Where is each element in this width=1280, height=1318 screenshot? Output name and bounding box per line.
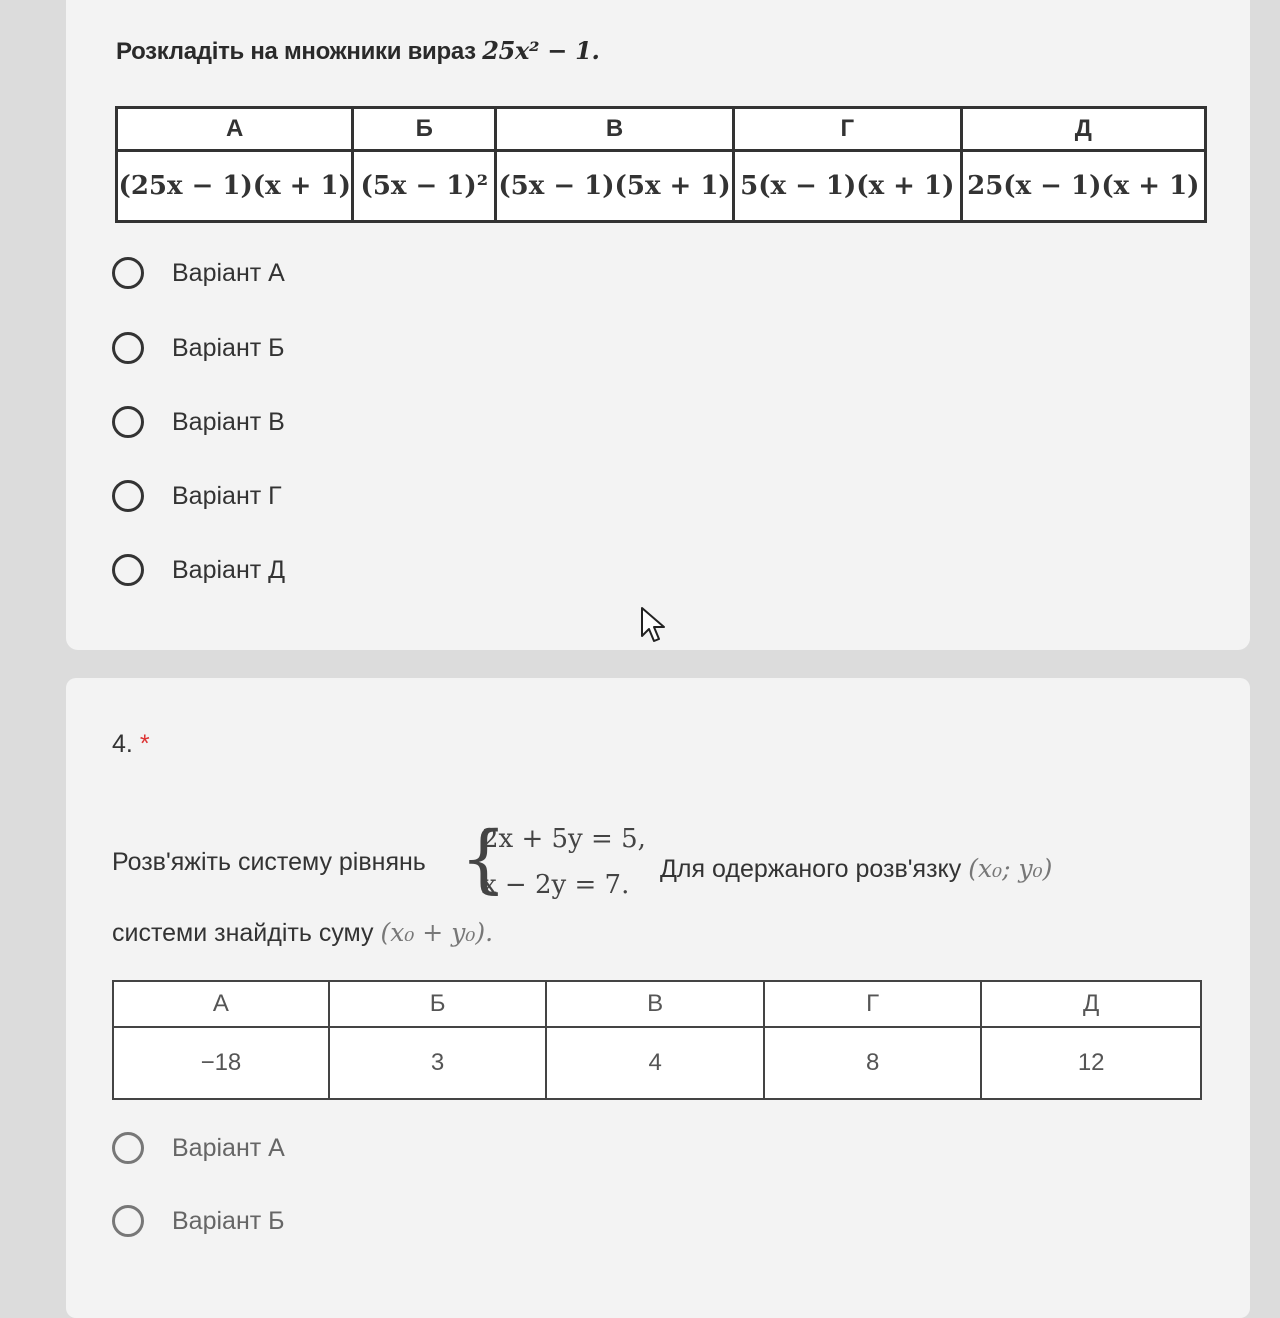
table-row (113, 1027, 1201, 1099)
option-label: Варіант Б (172, 333, 285, 362)
radio-button[interactable] (112, 257, 144, 289)
sum-expression: (x₀ + y₀). (380, 918, 494, 947)
table-header-a: А (117, 108, 353, 151)
table-cell-b: 3 (329, 1027, 547, 1099)
table-header-v: В (496, 108, 734, 151)
table-cell-v: 4 (546, 1027, 764, 1099)
table-header-b: Б (353, 108, 496, 151)
table-cell-v: (5x − 1)(5x + 1) (496, 151, 734, 222)
q3-option-a[interactable] (112, 257, 285, 289)
solution-expression: (x₀; y₀) (968, 854, 1053, 883)
question-4-number (112, 730, 150, 759)
q4-option-a[interactable] (112, 1132, 285, 1164)
table-header-g: Г (733, 108, 961, 151)
mouse-pointer-icon (640, 606, 668, 646)
required-mark: * (139, 730, 150, 758)
table-cell-d: 12 (981, 1027, 1201, 1099)
table-row (117, 151, 1206, 222)
q3-option-d[interactable] (112, 554, 285, 586)
table-header-d: Д (961, 108, 1205, 151)
table-header-d: Д (981, 981, 1201, 1027)
table-header-v: В (546, 981, 764, 1027)
question-4-prompt-part1: Розв'яжіть систему рівнянь (112, 848, 426, 876)
table-header-a: А (113, 981, 329, 1027)
radio-button[interactable] (112, 554, 144, 586)
option-label: Варіант А (172, 1133, 285, 1162)
prompt-text: системи знайдіть суму (112, 919, 374, 947)
table-header-row (113, 981, 1201, 1027)
radio-button[interactable] (112, 1205, 144, 1237)
option-label: Варіант Г (172, 481, 282, 510)
question-4-prompt-part3 (112, 918, 493, 948)
option-label: Варіант Б (172, 1206, 285, 1235)
question-3-text: Розкладіть на множники вираз (116, 38, 476, 65)
radio-button[interactable] (112, 332, 144, 364)
table-cell-g: 8 (764, 1027, 981, 1099)
table-cell-d: 25(x − 1)(x + 1) (961, 151, 1205, 222)
question-3-answer-table (115, 106, 1207, 223)
option-label: Варіант А (172, 258, 285, 287)
table-header-row (117, 108, 1206, 151)
question-3-expression: 25x² − 1. (482, 36, 600, 65)
table-header-b: Б (329, 981, 547, 1027)
q4-option-b[interactable] (112, 1205, 285, 1237)
question-4-prompt-part2 (660, 854, 1052, 884)
question-number: 4. (112, 730, 133, 758)
system-equation-1: 2x + 5y = 5, (482, 824, 646, 854)
table-cell-g: 5(x − 1)(x + 1) (733, 151, 961, 222)
prompt-text: Для одержаного розв'язку (660, 855, 962, 883)
option-label: Варіант Д (172, 555, 286, 584)
question-3-title (116, 36, 600, 66)
system-equation-2: x − 2y = 7. (482, 870, 630, 900)
table-header-g: Г (764, 981, 981, 1027)
table-cell-a: −18 (113, 1027, 329, 1099)
question-3-card (66, 0, 1250, 650)
left-brace-icon: { (460, 816, 508, 902)
radio-button[interactable] (112, 1132, 144, 1164)
radio-button[interactable] (112, 406, 144, 438)
radio-button[interactable] (112, 480, 144, 512)
table-cell-b: (5x − 1)² (353, 151, 496, 222)
q3-option-g[interactable] (112, 480, 282, 512)
option-label: Варіант В (172, 407, 285, 436)
q3-option-b[interactable] (112, 332, 285, 364)
q3-option-v[interactable] (112, 406, 285, 438)
table-cell-a: (25x − 1)(x + 1) (117, 151, 353, 222)
question-4-answer-table (112, 980, 1202, 1100)
